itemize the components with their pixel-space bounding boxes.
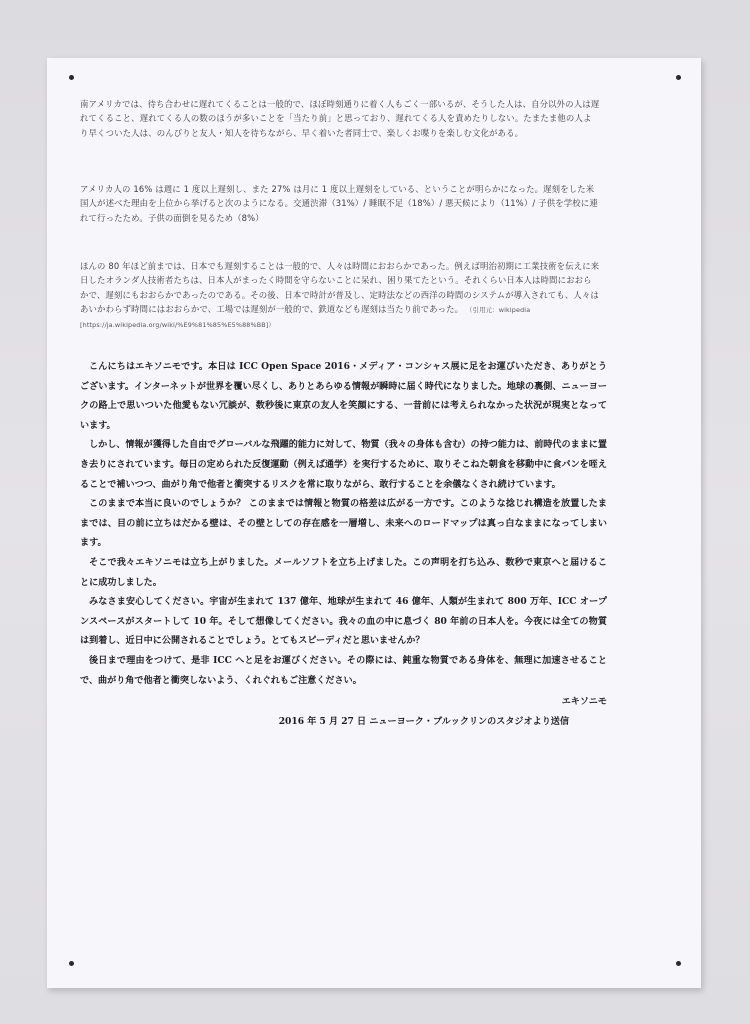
pin-bottom-left	[69, 961, 74, 966]
quote-source: （引用元：wikipedia [https://ja.wikipedia.org/wiki/%E9%81%85%E5%88%BB]）	[80, 305, 531, 330]
letter-body	[80, 357, 607, 731]
pin-top-right	[676, 75, 681, 80]
quote-japan-text: ほんの 80 年ほど前までは、日本でも遅刻することは一般的で、人々は時間におおらかであった。例えば明治初期に工業技術を伝えに来日したオランダ人技術者たちは、日本人がまったく時間を守らないことに呆れ、困り果てたという。それくらい日本人は時間におおらかで、遅刻にもおおらかであったのである。その後、日本で時計が普及し、定時法などの西洋の時間のシステムが導入されても、人々はあいかわらず時間にはおおらかで、工場では遅刻が一般的で、鉄道なども遅刻は当たり前であった。	[80, 261, 600, 314]
letter-signature: エキソニモ	[561, 696, 607, 708]
quote-japan-history	[80, 259, 600, 332]
quote-south-america: 南アメリカでは、待ち合わせに遅れてくることは一般的で、ほぼ時刻通りに着く人もごく一部いるが、そうした人は、自分以外の人は遅れてくること、遅れてくる人の数のほうが多いことを「当たり前」と思っており、遅れてくる人を責めたりしない。たまたま他の人より早くついた人は、のんびりと友人・知人を待ちながら、早く着いた者同士で、楽しくお喋りを楽しむ文化がある。	[80, 99, 600, 138]
letter-paragraph: このままで本当に良いのでしょうか？ このままでは情報と物質の格差は広がる一方です。このような捻じれ構造を放置したままでは、目の前に立ちはだかる壁は、その壁としての存在感を一層増し、未来へのロードマップは真っ白なままになってしまいます。	[80, 498, 607, 549]
pin-bottom-right	[676, 961, 681, 966]
letter-paragraph: しかし、情報が獲得した自由でグローバルな飛躍的能力に対して、物質（我々の身体も含む）の持つ能力は、前時代のままに置き去りにされています。毎日の定められた反復運動（例えば通学）を実行するために、取りそこねた朝食を移動中に食パンを咥えることで補いつつ、曲がり角で他者と衝突するリスクを常に取りながら、敢行することを余儀なくされ続けています。	[80, 439, 607, 490]
quote-america-statistics: アメリカ人の 16% は週に 1 度以上遅刻し、また 27% は月に 1 度以上遅刻をしている、ということが明らかになった。遅刻をした米国人が述べた理由を上位から挙げると次のようになる。交通渋滞（31%）/ 睡眠不足（18%）/ 悪天候により（11%）/ 子供を学校に連れて行ったため。子供の面倒を見るため（8%）	[80, 184, 598, 223]
pin-top-left	[69, 75, 74, 80]
letter-sent-line: 2016 年 5 月 27 日 ニューヨーク・ブルックリンのスタジオより送信	[278, 715, 569, 727]
letter-paragraph: 後日まで理由をつけて、是非 ICC へと足をお運びください。その際には、鈍重な物質である身体を、無理に加速させることで、曲がり角で他者と衝突しないよう、くれぐれもご注意ください。	[80, 654, 607, 686]
letter-paragraph: こんにちはエキソニモです。本日は ICC Open Space 2016・メディア・コンシャス展に足をお運びいただき、ありがとうございます。インターネットが世界を覆い尽くし、ありとあらゆる情報が瞬時に届く時代になりました。地球の裏側、ニューヨークの路上で思いついた他愛もない冗談が、数秒後に東京の友人を笑顔にする、一昔前には考えられなかった状況が現実となっています。	[80, 361, 607, 431]
letter-paragraph: みなさま安心してください。宇宙が生まれて 137 億年、地球が生まれて 46 億年、人類が生まれて 800 万年、ICC オープンスペースがスタートして 10 年。そして想像してください。我々の血の中に息づく 80 年前の日本人を。今夜には全ての物質は到着し、近日中に公開されることでしょう。とてもスピーディだと思いませんか？	[80, 596, 607, 647]
letter-paragraph: そこで我々エキソニモは立ち上がりました。メールソフトを立ち上げました。この声明を打ち込み、数秒で東京へと届けることに成功しました。	[80, 556, 607, 588]
